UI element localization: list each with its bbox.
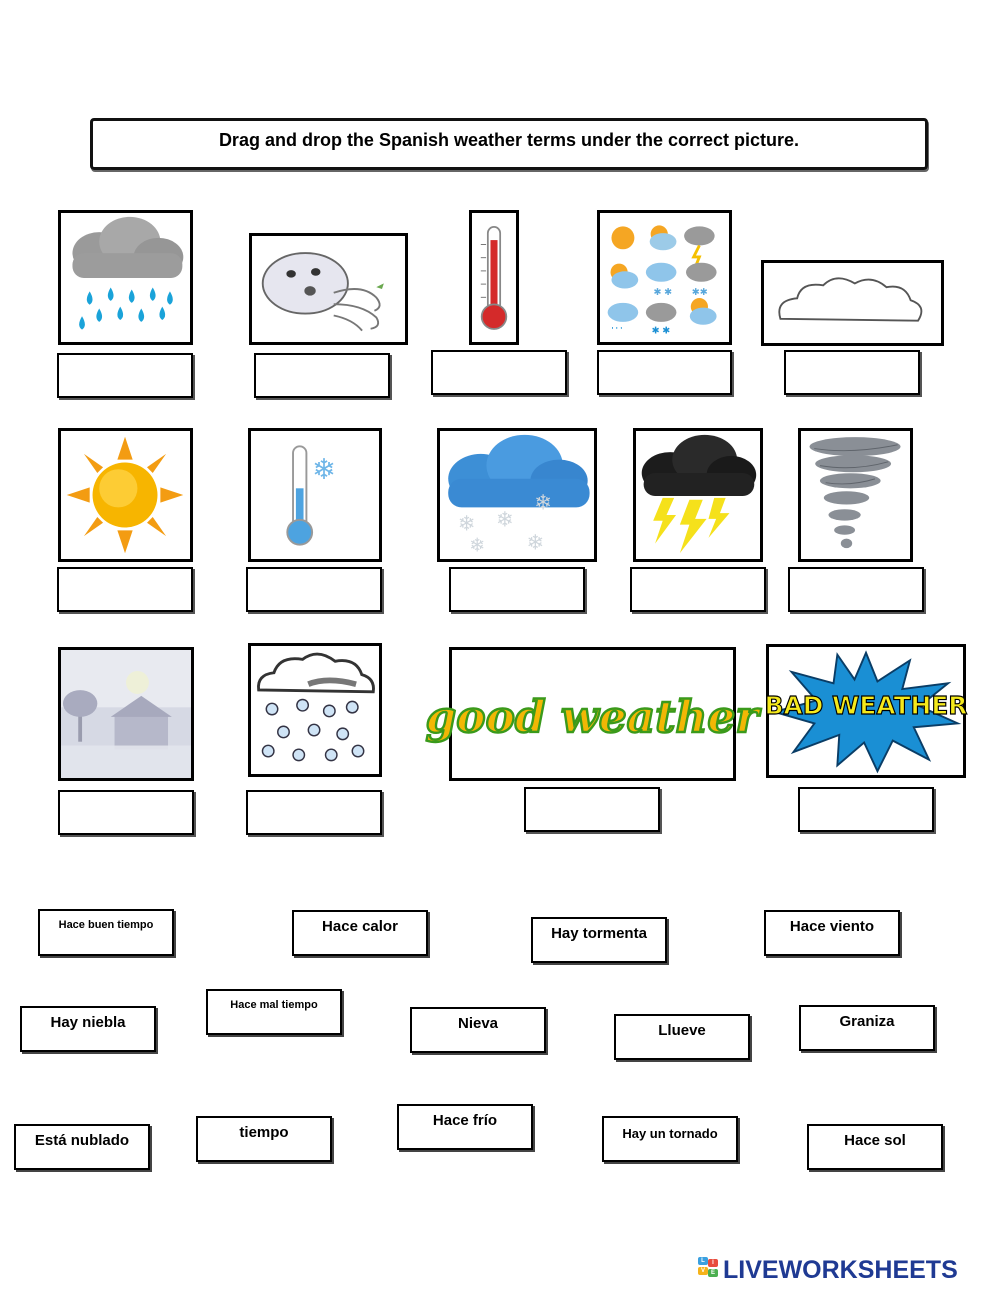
instructions-banner [90, 118, 928, 170]
hail-picture [248, 643, 382, 777]
drop-box-13[interactable] [524, 787, 660, 832]
rain-picture [58, 210, 193, 345]
chip-nieva[interactable]: Nieva [410, 1007, 546, 1053]
chip-llueve[interactable]: Llueve [614, 1014, 750, 1060]
chip-graniza[interactable]: Graniza [799, 1005, 935, 1051]
svg-text:❄: ❄ [469, 533, 486, 557]
bad-weather-text: BAD WEATHER [764, 690, 968, 720]
drop-box-5[interactable] [784, 350, 920, 395]
snow-picture [437, 428, 597, 562]
wind-cloud-icon [252, 236, 405, 342]
storm-cloud-icon [636, 431, 760, 559]
instructions-text: Drag and drop the Spanish weather terms under the correct picture. [218, 129, 800, 150]
cloud-icon [764, 263, 941, 343]
liveworksheets-logo-text: LIVEWORKSHEETS [723, 1255, 958, 1284]
wind-picture [249, 233, 408, 345]
drop-box-6[interactable] [57, 567, 193, 612]
chip-hay-tormenta[interactable]: Hay tormenta [531, 917, 667, 963]
drop-box-14[interactable] [798, 787, 934, 832]
svg-text:✱ ✱: ✱ ✱ [653, 287, 673, 299]
drop-box-8[interactable] [449, 567, 585, 612]
storm-picture [633, 428, 763, 562]
liveworksheets-logo [696, 1254, 996, 1286]
chip-tiempo[interactable]: tiempo [196, 1116, 332, 1162]
thermometer-cold-icon [251, 431, 379, 559]
thermometer-cold-picture [248, 428, 382, 562]
tornado-icon [801, 431, 910, 559]
hail-cloud-icon [251, 646, 379, 774]
drop-box-9[interactable] [630, 567, 766, 612]
svg-text:❄: ❄ [534, 489, 552, 515]
weather-icons-grid-icon [600, 213, 729, 342]
drop-box-12[interactable] [246, 790, 382, 835]
liveworksheets-logo-icon: L I V E [696, 1257, 720, 1283]
drop-box-7[interactable] [246, 567, 382, 612]
drop-box-4[interactable] [597, 350, 732, 395]
chip-hace-viento[interactable]: Hace viento [764, 910, 900, 956]
chip-hay-un-tornado[interactable]: Hay un tornado [602, 1116, 738, 1162]
drop-box-10[interactable] [788, 567, 924, 612]
svg-text:' ' ': ' ' ' [611, 325, 623, 337]
good-weather-picture [425, 647, 759, 781]
svg-text:✱✱: ✱✱ [691, 287, 708, 299]
drop-box-11[interactable] [58, 790, 194, 835]
chip-hace-calor[interactable]: Hace calor [292, 910, 428, 956]
drop-box-2[interactable] [254, 353, 390, 398]
weather-icons-picture [597, 210, 732, 345]
chip-hay-niebla[interactable]: Hay niebla [20, 1006, 156, 1052]
tornado-picture [798, 428, 913, 562]
sun-icon [61, 431, 190, 559]
good-weather-graphic [425, 650, 759, 778]
chip-hace-buen-tiempo[interactable]: Hace buen tiempo [38, 909, 174, 956]
good-weather-text: good weather [425, 692, 759, 744]
svg-text:❄: ❄ [457, 510, 476, 536]
drop-box-3[interactable] [431, 350, 567, 395]
thermometer-hot-icon [472, 213, 516, 342]
cloud-picture [761, 260, 944, 346]
chip-esta-nublado[interactable]: Está nublado [14, 1124, 150, 1170]
fog-icon [61, 650, 191, 778]
chip-hace-mal-tiempo[interactable]: Hace mal tiempo [206, 989, 342, 1035]
svg-text:❄: ❄ [312, 451, 337, 486]
svg-text:❄: ❄ [526, 529, 545, 555]
chip-hace-sol[interactable]: Hace sol [807, 1124, 943, 1170]
sun-picture [58, 428, 193, 562]
fog-picture [58, 647, 194, 781]
bad-weather-graphic [764, 647, 968, 775]
chip-hace-frio[interactable]: Hace frío [397, 1104, 533, 1150]
drop-box-1[interactable] [57, 353, 193, 398]
thermometer-hot-picture [469, 210, 519, 345]
svg-text:❄: ❄ [495, 506, 514, 532]
bad-weather-picture [766, 644, 966, 778]
snow-cloud-icon [440, 431, 594, 559]
rain-cloud-icon [61, 213, 190, 342]
svg-text:✱ ✱: ✱ ✱ [651, 325, 671, 337]
